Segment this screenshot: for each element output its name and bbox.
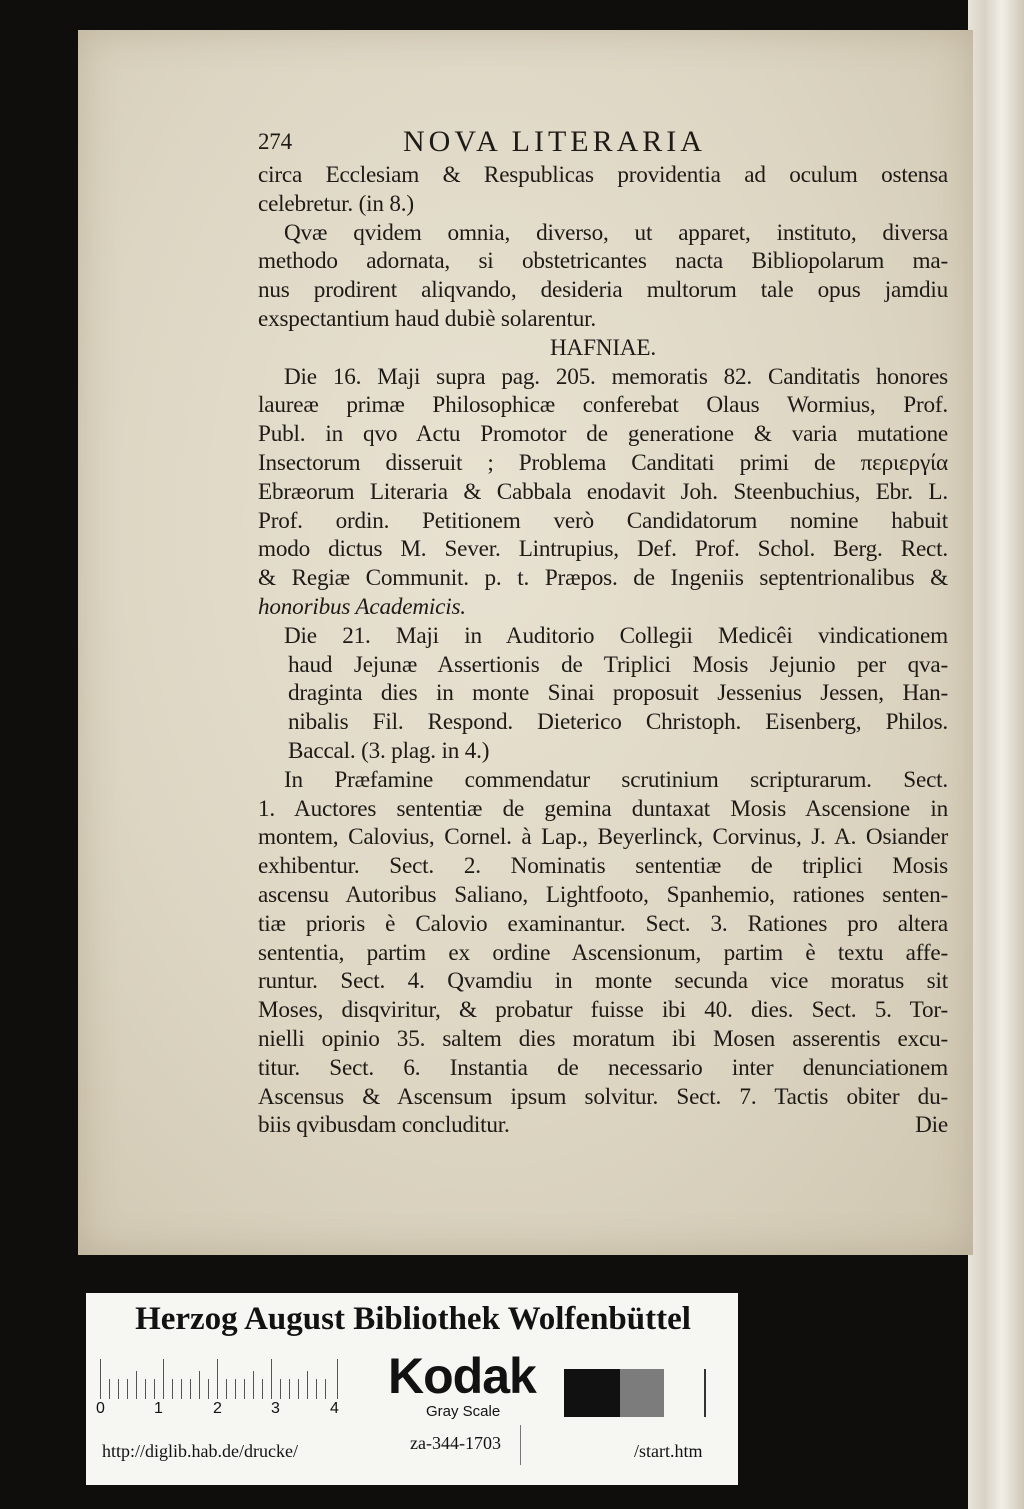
gray-swatch	[620, 1369, 664, 1417]
divider	[520, 1425, 521, 1465]
text-line: Publ. in qvo Actu Promotor de generatione & varia mutatione	[258, 421, 948, 448]
text-line: Die 16. Maji supra pag. 205. memoratis 82. Canditatis honores	[284, 363, 948, 390]
text-line: nielli opinio 35. saltem dies moratum ibi Mosen asserentis excu-	[258, 1025, 948, 1052]
text-line: tiæ prioris è Calovio examinantur. Sect. 3. Rationes pro altera	[258, 910, 948, 937]
ruler-scale	[100, 1355, 338, 1399]
text-line: biis qvibusdam concluditur.	[258, 1112, 510, 1139]
text-line: nibalis Fil. Respond. Dieterico Christoph. Eisenberg, Philos.	[288, 709, 948, 736]
text-line: runtur. Sect. 4. Qvamdiu in monte secunda vice moratus sit	[258, 968, 948, 995]
text-line: Ebræorum Literaria & Cabbala enodavit Joh. Steenbuchius, Ebr. L.	[258, 478, 948, 505]
library-name: Herzog August Bibliothek Wolfenbüttel	[135, 1301, 691, 1337]
text-line: montem, Calovius, Cornel. à Lap., Beyerlinck, Corvinus, J. A. Osiander	[258, 824, 948, 851]
text-line: 1. Auctores sententiæ de gemina duntaxat Mosis Ascensione in	[258, 795, 948, 822]
text-line: celebretur. (in 8.)	[258, 190, 414, 217]
scale-numbers: 0 1 2 3 4	[96, 1400, 339, 1417]
section-heading: HAFNIAE.	[550, 334, 656, 361]
start-path: /start.htm	[634, 1441, 703, 1461]
text-line: Qvæ qvidem omnia, diverso, ut apparet, instituto, diversa	[284, 219, 948, 246]
text-line: titur. Sect. 6. Instantia de necessario inter denunciationem	[258, 1054, 948, 1081]
text-line: nus prodirent aliqvando, desideria multorum tale opus jamdiu	[258, 277, 948, 304]
white-swatch	[664, 1369, 706, 1417]
text-line: honoribus Academicis.	[258, 593, 466, 620]
text-line: & Regiæ Communit. p. t. Præpos. de Ingeniis septentrionalibus &	[258, 565, 948, 592]
text-line: laureæ primæ Philosophicæ conferebat Olaus Wormius, Prof.	[258, 392, 948, 419]
text-line: Baccal. (3. plag. in 4.)	[288, 737, 490, 764]
page-number: 274	[258, 129, 292, 154]
text-line: modo dictus M. Sever. Lintrupius, Def. Prof. Schol. Berg. Rect.	[258, 536, 948, 563]
shelf-code: za-344-1703	[410, 1433, 501, 1453]
text-line: Ascensus & Ascensum ipsum solvitur. Sect. 7. Tactis obiter du-	[258, 1083, 948, 1110]
running-head: NOVA LITERARIA	[403, 125, 706, 158]
text-line: haud Jejunæ Assertionis de Triplici Mosis Jejunio per qva-	[288, 651, 948, 678]
page-text	[258, 123, 948, 1140]
gray-scale-label: Gray Scale	[426, 1403, 501, 1420]
text-line: draginta dies in monte Sinai proposuit Jessenius Jessen, Han-	[288, 680, 948, 707]
text-line: In Præfamine commendatur scrutinium scripturarum. Sect.	[284, 766, 948, 793]
text-line: ascensu Autoribus Saliano, Lightfooto, Spanhemio, rationes senten-	[258, 881, 948, 908]
text-line: Die 21. Maji in Auditorio Collegii Medicêi vindicationem	[284, 622, 948, 649]
page-header	[258, 123, 948, 161]
catchword: Die	[915, 1112, 948, 1139]
text-line: exhibentur. Sect. 2. Nominatis sententiæ de triplici Mosis	[258, 853, 948, 880]
text-line: circa Ecclesiam & Respublicas providentia ad oculum ostensa	[258, 162, 948, 188]
book-page	[78, 30, 973, 1255]
text-line: exspectantium haud dubiè solarentur.	[258, 305, 596, 332]
text-line: sententia, partim ex ordine Ascensionum, partim è textu affe-	[258, 939, 948, 966]
scan-edge	[968, 0, 1024, 1509]
text-line: methodo adornata, si obstetricantes nacta Bibliopolarum ma-	[258, 248, 948, 275]
library-color-card	[86, 1293, 738, 1485]
kodak-logo: Kodak	[388, 1348, 536, 1404]
text-line: Prof. ordin. Petitionem verò Candidatorum nomine habuit	[258, 507, 948, 534]
text-line: Moses, disqviritur, & probatur fuisse ibi 40. dies. Sect. 5. Tor-	[258, 997, 948, 1024]
text-line: Insectorum disseruit ; Problema Canditati primi de περιεργία	[258, 449, 948, 476]
black-swatch	[564, 1369, 620, 1417]
source-url: http://diglib.hab.de/drucke/	[102, 1441, 298, 1461]
